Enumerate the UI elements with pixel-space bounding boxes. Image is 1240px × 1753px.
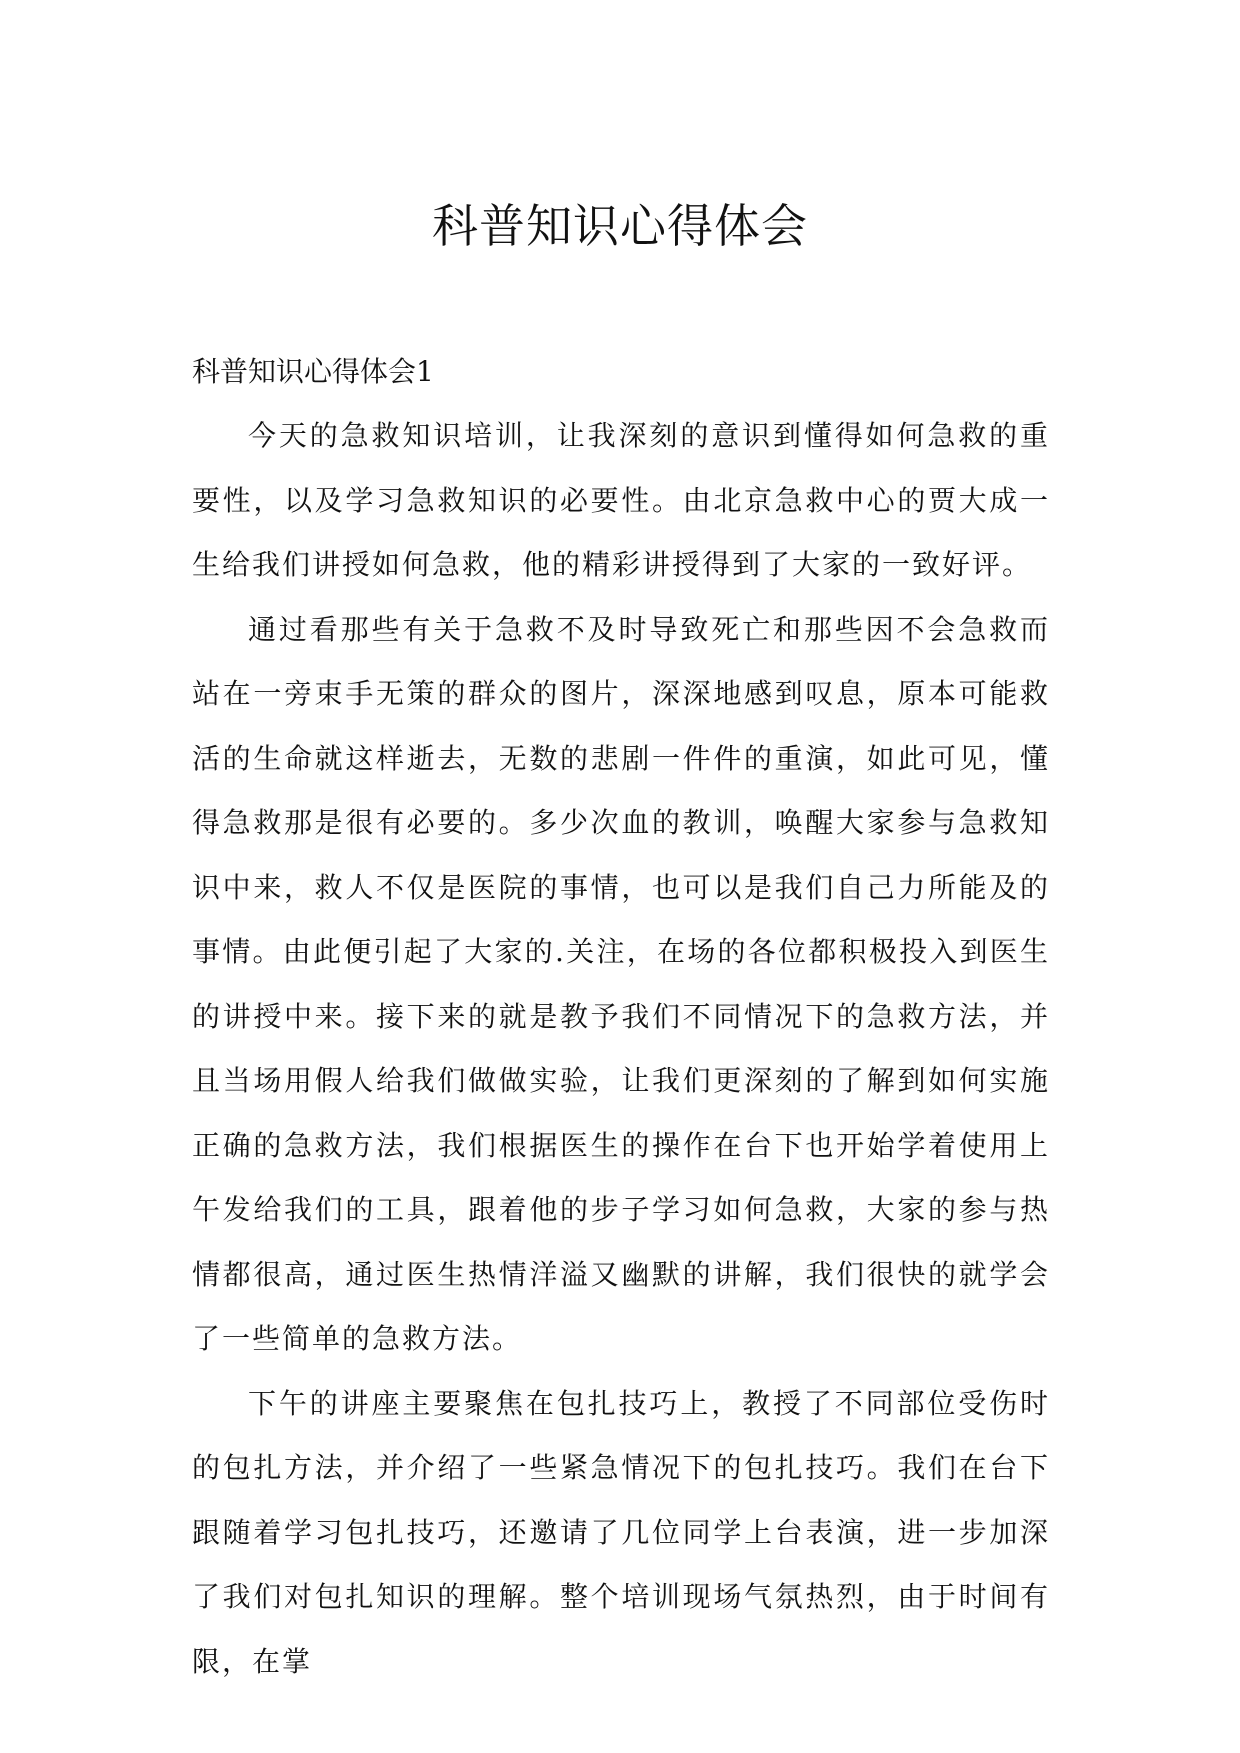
paragraph-1: 今天的急救知识培训，让我深刻的意识到懂得如何急救的重要性，以及学习急救知识的必要性。由北京急救中心的贾大成一生给我们讲授如何急救，他的精彩讲授得到了大家的一致好评。 xyxy=(192,419,1050,581)
document-body xyxy=(192,340,1050,1694)
paragraph-2: 通过看那些有关于急救不及时导致死亡和那些因不会急救而站在一旁束手无策的群众的图片，深深地感到叹息，原本可能救活的生命就这样逝去，无数的悲剧一件件的重演，如此可见，懂得急救那是很有必要的。多少次血的教训，唤醒大家参与急救知识中来，救人不仅是医院的事情，也可以是我们自己力所能及的事情。由此便引起了大家的.关注，在场的各位都积极投入到医生的讲授中来。接下来的就是教予我们不同情况下的急救方法，并且当场用假人给我们做做实验，让我们更深刻的了解到如何实施正确的急救方法，我们根据医生的操作在台下也开始学着使用上午发给我们的工具，跟着他的步子学习如何急救，大家的参与热情都很高，通过医生热情洋溢又幽默的讲解，我们很快的就学会了一些简单的急救方法。 xyxy=(192,612,1050,1355)
section-heading: 科普知识心得体会1 xyxy=(192,355,434,388)
document-title: 科普知识心得体会 xyxy=(432,199,808,253)
paragraph-3: 下午的讲座主要聚焦在包扎技巧上，教授了不同部位受伤时的包扎方法，并介绍了一些紧急情况下的包扎技巧。我们在台下跟随着学习包扎技巧，还邀请了几位同学上台表演，进一步加深了我们对包扎知识的理解。整个培训现场气氛热烈，由于时间有限，在掌 xyxy=(192,1386,1050,1678)
